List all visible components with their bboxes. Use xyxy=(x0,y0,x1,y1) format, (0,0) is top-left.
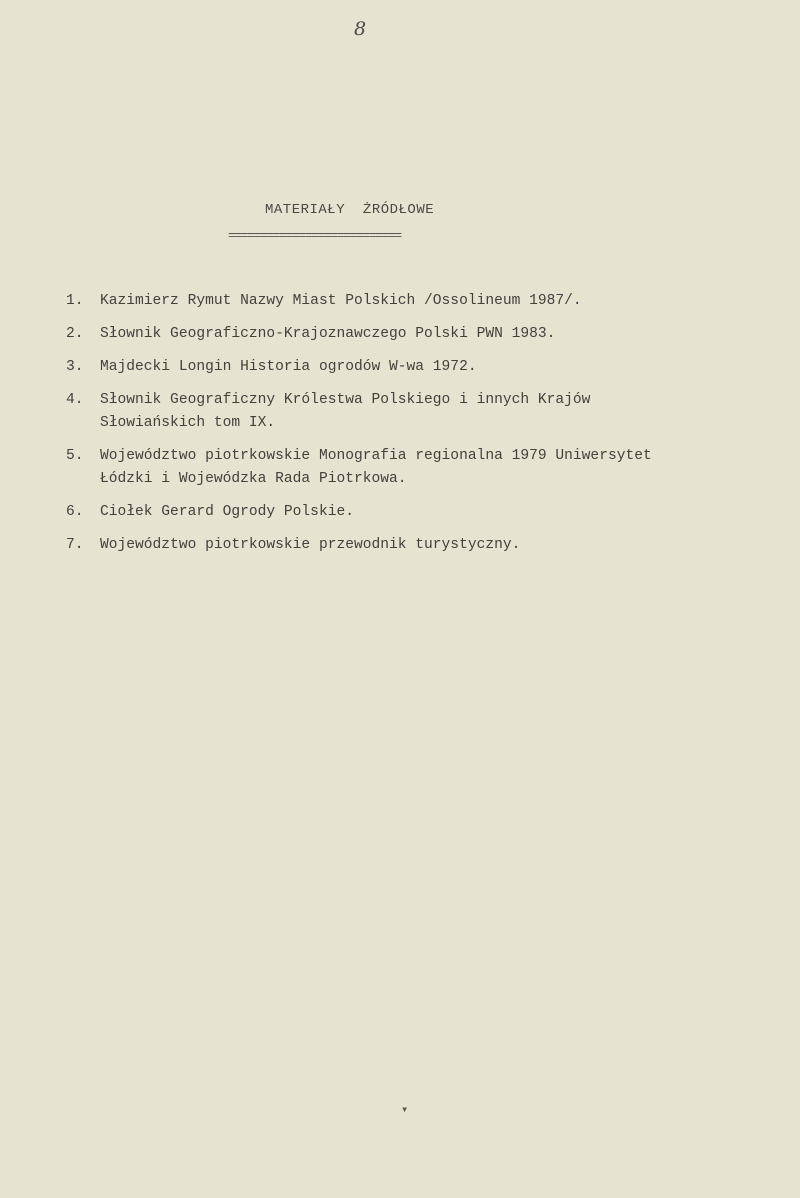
source-text: Majdecki Longin Historia ogrodów W-wa 1972. xyxy=(100,359,477,375)
source-text: Kazimierz Rymut Nazwy Miast Polskich /Ossolineum 1987/. xyxy=(100,293,582,309)
source-number: 3. xyxy=(66,359,84,375)
source-text: Województwo piotrkowskie Monografia regionalna 1979 Uniwersytet Łódzki i Wojewódzka Rada Piotrkowa. xyxy=(100,448,652,487)
source-number: 4. xyxy=(66,392,84,408)
source-text: Województwo piotrkowskie przewodnik turystyczny. xyxy=(100,537,521,553)
source-item xyxy=(66,356,700,379)
source-item xyxy=(66,501,700,524)
source-number: 1. xyxy=(66,293,84,309)
source-item xyxy=(66,389,700,435)
source-text: Ciołek Gerard Ogrody Polskie. xyxy=(100,504,354,520)
source-number: 7. xyxy=(66,537,84,553)
heading-underline: =========================== xyxy=(228,228,401,243)
source-number: 5. xyxy=(66,448,84,464)
source-list xyxy=(66,290,700,567)
section-heading: MATERIAŁY ŻRÓDŁOWE xyxy=(265,202,435,218)
source-item xyxy=(66,445,700,491)
source-number: 6. xyxy=(66,504,84,520)
source-text: Słownik Geograficzny Królestwa Polskiego i innych Krajów Słowiańskich tom IX. xyxy=(100,392,591,431)
source-item xyxy=(66,323,700,346)
page-number: 8 xyxy=(354,18,367,40)
source-item xyxy=(66,290,700,313)
source-number: 2. xyxy=(66,326,84,342)
bottom-mark: ▾ xyxy=(401,1103,409,1117)
source-item xyxy=(66,534,700,557)
source-text: Słownik Geograficzno-Krajoznawczego Polski PWN 1983. xyxy=(100,326,556,342)
